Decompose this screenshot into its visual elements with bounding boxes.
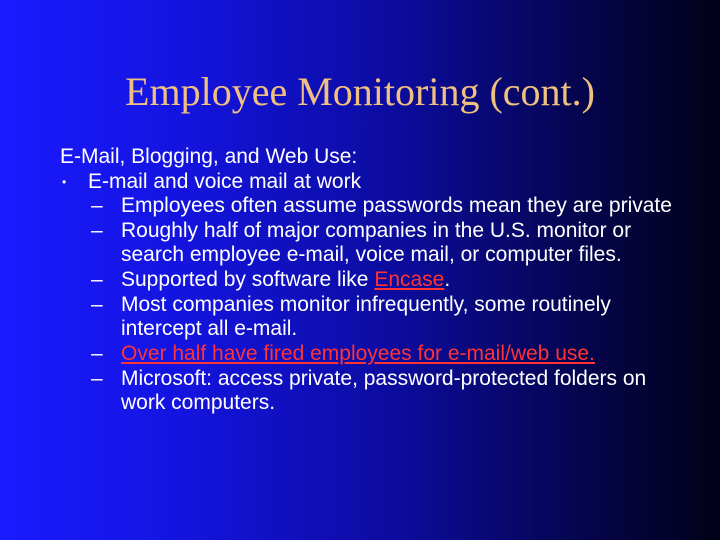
slide-title: Employee Monitoring (cont.)	[125, 69, 595, 114]
dash-icon: –	[91, 342, 103, 365]
fired-employees-link[interactable]: Over half have fired employees for e-mail/web use.	[121, 342, 595, 365]
dash-icon: –	[91, 293, 103, 316]
list-item-text-post: .	[444, 268, 451, 291]
section-heading: E-Mail, Blogging, and Web Use:	[60, 145, 358, 168]
bullet-item	[60, 170, 680, 194]
list-item-text: Employees often assume passwords mean they are private	[121, 194, 672, 217]
list-item	[91, 342, 680, 366]
bullet-text: E-mail and voice mail at work	[88, 170, 362, 193]
list-item	[91, 367, 680, 415]
list-item-text-pre: Supported by software like	[121, 268, 375, 291]
list-item	[91, 268, 680, 292]
list-item-text: Most companies monitor infrequently, some routinely intercept all e-mail.	[121, 293, 611, 340]
bullet-icon: •	[62, 175, 67, 189]
dash-icon: –	[91, 194, 103, 217]
dash-icon: –	[91, 268, 103, 291]
list-item	[91, 219, 680, 267]
list-item-text	[121, 268, 680, 292]
list-item	[91, 194, 680, 218]
list-item-text	[121, 342, 680, 366]
encase-link[interactable]: Encase	[374, 268, 445, 291]
list-item-text: Roughly half of major companies in the U.S. monitor or search employee e-mail, voice mail, or computer files.	[121, 219, 632, 266]
slide-body	[60, 145, 680, 416]
dash-icon: –	[91, 367, 103, 390]
list-item	[91, 293, 680, 341]
list-item-text: Microsoft: access private, password-protected folders on work computers.	[121, 367, 647, 414]
sub-list	[60, 194, 680, 415]
dash-icon: –	[91, 219, 103, 242]
